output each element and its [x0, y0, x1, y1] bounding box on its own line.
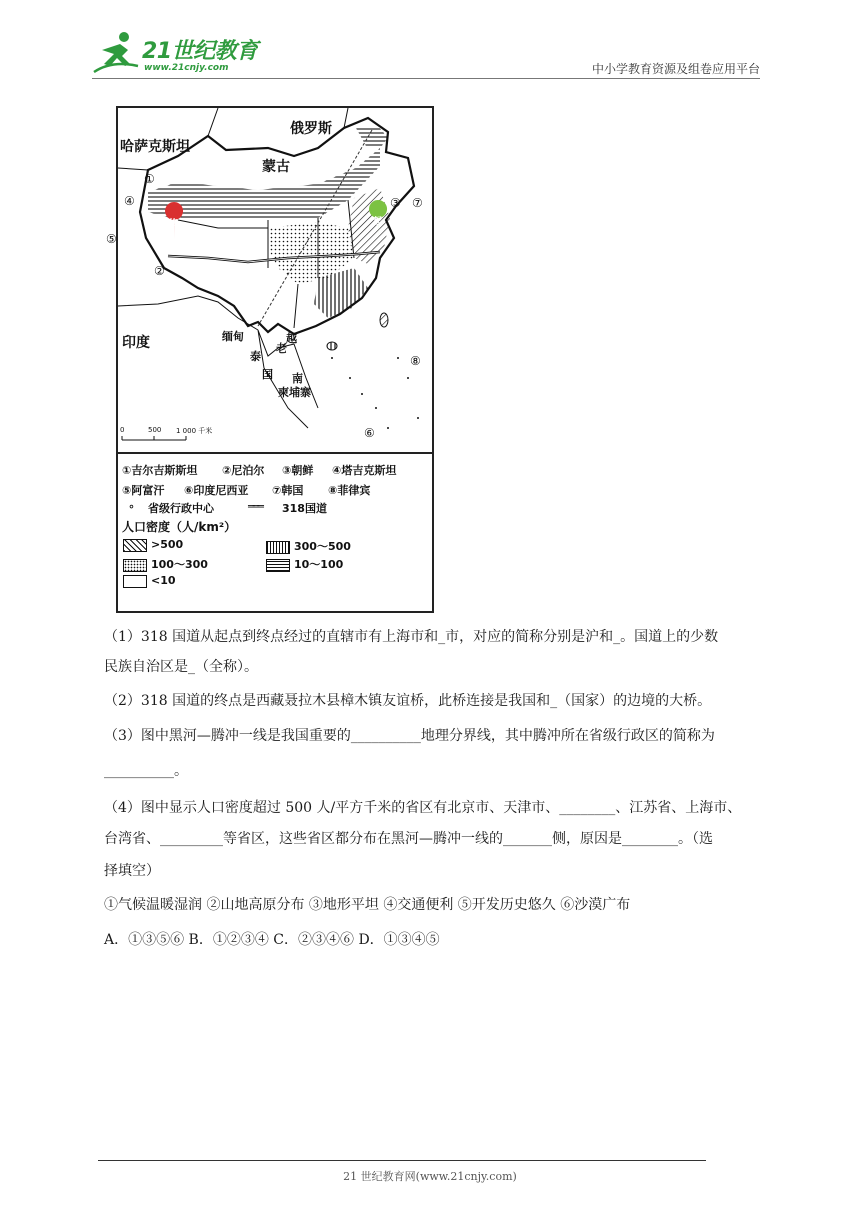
legend-density-under10: <10	[123, 574, 176, 588]
swatch-horizontal-icon	[266, 559, 290, 572]
logo-brand-text: 21世纪教育	[142, 39, 258, 64]
legend-capital-dot-icon: ∘	[128, 500, 135, 513]
scale-0: 0	[120, 426, 125, 434]
question-4-line-1: （4）图中显示人口密度超过 500 人/平方千米的省区有北京市、天津市、________、江苏省、上海市、	[104, 800, 742, 816]
legend-country-2: ②尼泊尔	[222, 464, 265, 477]
swatch-blank-icon	[123, 575, 147, 588]
legend-density-500plus: >500	[123, 538, 183, 552]
footer-divider	[98, 1160, 706, 1161]
map-number-4: ④	[124, 194, 135, 208]
start-marker-label: 起	[373, 217, 383, 227]
swatch-dots-icon	[123, 559, 147, 572]
question-3-line-2: __________。	[104, 763, 188, 779]
site-logo[interactable]	[92, 30, 262, 78]
label-thailand-2: 国	[262, 368, 273, 381]
map-number-1: ①	[144, 172, 155, 186]
question-4-line-3: 择填空）	[104, 863, 160, 879]
platform-title: 中小学教育资源及组卷应用平台	[591, 62, 760, 76]
map-number-7: ⑦	[412, 196, 423, 210]
legend-density-title: 人口密度（人/km²）	[122, 520, 237, 534]
map-legend	[118, 452, 432, 613]
legend-country-5: ⑤阿富汗	[122, 484, 165, 497]
legend-density-10-100: 10～100	[266, 556, 343, 572]
legend-density-300-500: 300～500	[266, 538, 351, 554]
label-laos: 老	[276, 342, 287, 355]
question-4-choices: A．①③⑤⑥ B．①②③④ C．②③④⑥ D．①③④⑤	[104, 932, 440, 948]
label-vietnam-2: 南	[292, 372, 303, 385]
label-thailand: 泰	[250, 350, 261, 363]
question-4-options: ①气候温暖湿润 ②山地高原分布 ③地形平坦 ④交通便利 ⑤开发历史悠久 ⑥沙漠广布	[104, 897, 631, 913]
label-myanmar: 缅甸	[222, 330, 244, 343]
label-mongolia: 蒙古	[262, 159, 290, 175]
map-number-5: ⑤	[106, 232, 117, 246]
legend-country-6: ⑥印度尼西亚	[184, 484, 249, 497]
page-header	[92, 28, 760, 84]
question-3-line-1: （3）图中黑河—腾冲一线是我国重要的__________地理分界线，其中腾冲所在省级行政区的简称为	[104, 728, 715, 744]
label-kazakhstan: 哈萨克斯坦	[120, 139, 190, 155]
map-number-6: ⑥	[364, 426, 375, 440]
legend-road-line-icon: ═══	[248, 500, 262, 513]
label-cambodia: 柬埔寨	[278, 386, 311, 399]
question-1-line-2: 民族自治区是_（全称）。	[104, 659, 258, 675]
label-russia: 俄罗斯	[290, 121, 332, 137]
scale-1000: 1 000 千米	[176, 427, 213, 435]
legend-country-7: ⑦韩国	[272, 484, 304, 497]
legend-road-label: 318国道	[282, 502, 327, 515]
legend-capital-label: 省级行政中心	[148, 502, 214, 515]
label-vietnam: 越	[286, 332, 297, 345]
swatch-diagonal-icon	[123, 539, 147, 552]
label-india: 印度	[122, 335, 150, 351]
runner-logo-icon	[92, 30, 140, 76]
legend-country-4: ④塔吉克斯坦	[332, 464, 397, 477]
map-number-8: ⑧	[410, 354, 421, 368]
end-marker-label: 终	[169, 219, 179, 229]
legend-density-100-300: 100～300	[123, 556, 208, 572]
population-density-map	[106, 106, 434, 613]
question-1-line-1: （1）318 国道从起点到终点经过的直辖市有上海市和_市，对应的简称分别是沪和_。国道上的少数	[104, 629, 719, 645]
legend-country-8: ⑧菲律宾	[328, 484, 371, 497]
footer-text[interactable]: 21 世纪教育网(www.21cnjy.com)	[343, 1170, 517, 1183]
question-2: （2）318 国道的终点是西藏聂拉木县樟木镇友谊桥，此桥连接是我国和_（国家）的边境的大桥。	[104, 693, 712, 709]
map-number-2: ②	[154, 264, 165, 278]
question-4-line-2: 台湾省、_________等省区，这些省区都分布在黑河—腾冲一线的_______侧，原因是________。（选	[104, 831, 713, 847]
header-divider	[92, 78, 760, 79]
legend-country-1: ①吉尔吉斯斯坦	[122, 464, 198, 477]
logo-url-text: www.21cnjy.com	[144, 63, 229, 73]
swatch-vertical-icon	[266, 541, 290, 554]
scale-500: 500	[148, 426, 162, 434]
map-number-3: ③	[390, 196, 401, 210]
legend-country-3: ③朝鲜	[282, 464, 314, 477]
